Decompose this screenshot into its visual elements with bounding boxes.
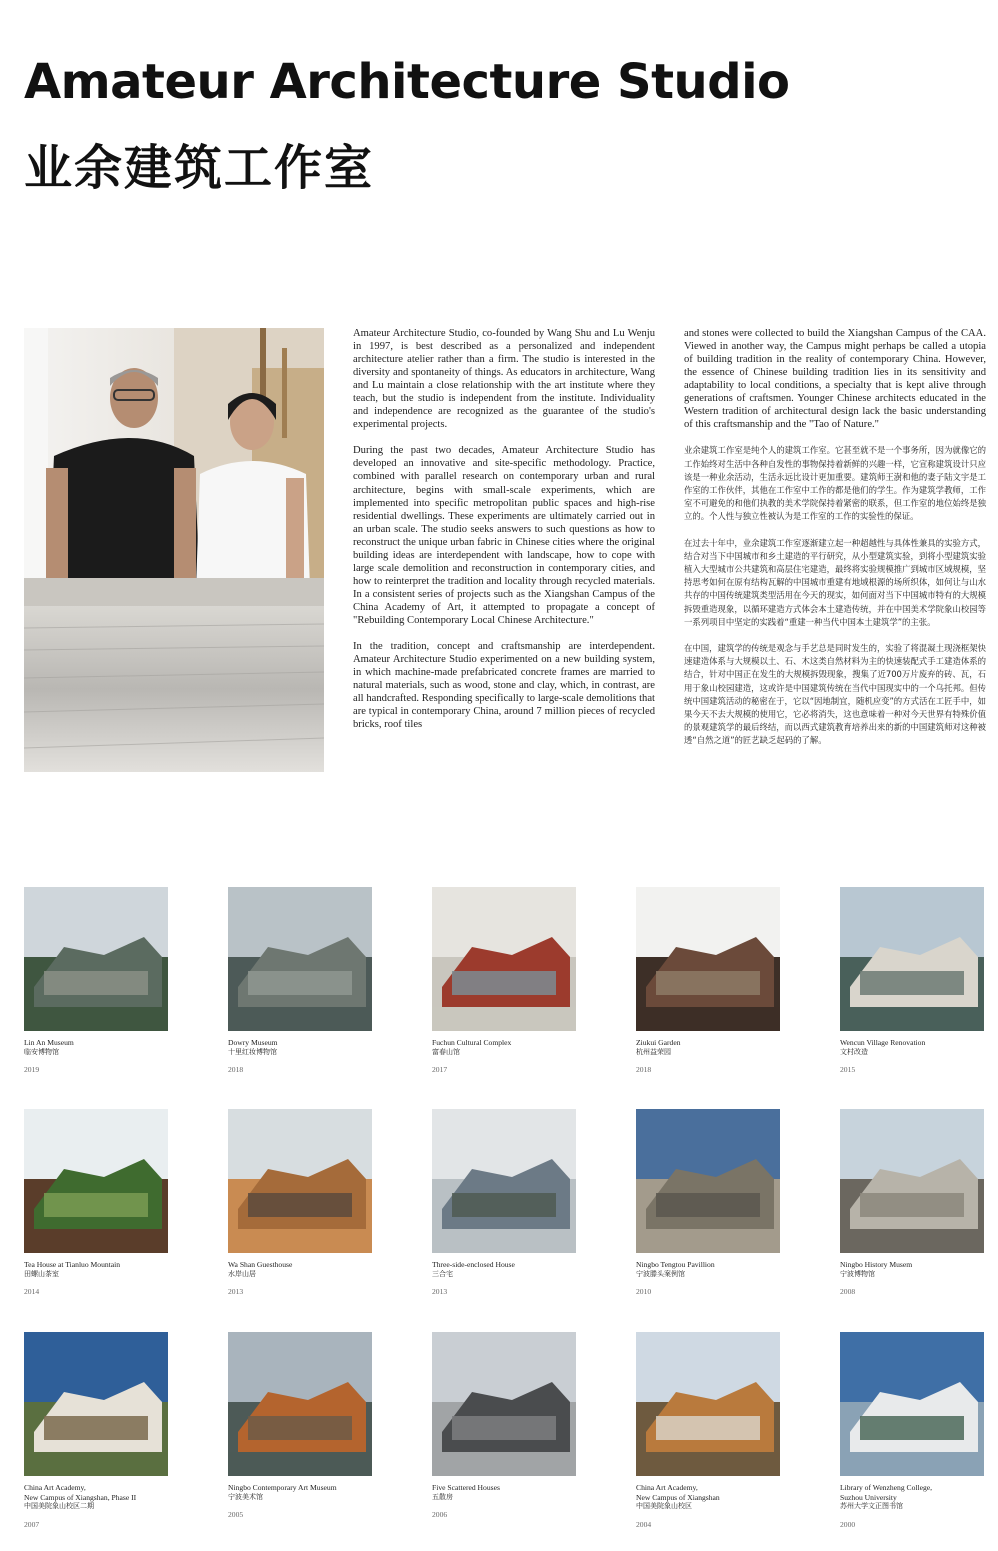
project-name-chinese: 苏州大学文正图书馆 <box>840 1502 903 1510</box>
portrait-photo <box>24 328 324 772</box>
project-year: 2015 <box>840 1065 856 1074</box>
project-name-chinese: 十里红妆博物馆 <box>228 1047 277 1056</box>
projects-grid <box>24 887 988 1537</box>
project-name-chinese: 水岸山居 <box>228 1269 256 1278</box>
project-card <box>432 1332 582 1519</box>
ningbo-art-museum-photo <box>228 1332 372 1476</box>
project-name-chinese: 中国美院象山校区二期 <box>24 1502 94 1510</box>
project-year: 2005 <box>228 1510 244 1519</box>
project-name-chinese: 宁波滕头案例馆 <box>636 1269 685 1278</box>
project-name-chinese: 中国美院象山校区 <box>636 1502 692 1510</box>
project-year: 2006 <box>432 1510 448 1519</box>
project-card <box>840 887 990 1074</box>
project-name-chinese: 五散房 <box>432 1492 453 1501</box>
project-name: China Art Academy, New Campus of Xiangshan <box>636 1483 720 1502</box>
project-name: Tea House at Tianluo Mountain <box>24 1260 121 1269</box>
project-card <box>432 887 582 1074</box>
intro-text-continued <box>684 327 986 761</box>
project-name: Lin An Museum <box>24 1038 74 1047</box>
project-year: 2014 <box>24 1287 40 1296</box>
project-name: Three-side-enclosed House <box>432 1260 515 1269</box>
project-name-chinese: 临安博物馆 <box>24 1047 59 1056</box>
project-year: 2004 <box>636 1519 652 1529</box>
project-year: 2013 <box>228 1287 244 1296</box>
intro-paragraph-chinese: 业余建筑工作室是纯个人的建筑工作室。它甚至就不是一个事务所，因为就像它的工作始终对生活中各种自发性的事物保持着新鲜的兴趣一样，它宣称建筑设计只应该是一种业余活动，生活永远比设计更加重要。建筑师王澍和他的妻子陆文宇是工作室的工作伙伴，其他在工作室中工作的都是他们的学生。作为建筑学教师，工作室不可避免的和他们执教的美术学院保持着紧密的联系，但工作室的地位始终是独立的。个人性与独立性被认为是工作室的工作的实验性的保证。 <box>684 445 986 522</box>
five-houses-photo <box>432 1332 576 1476</box>
project-card <box>636 1332 786 1529</box>
project-year: 2018 <box>228 1065 244 1074</box>
project-card <box>840 1109 990 1296</box>
project-year: 2019 <box>24 1065 40 1074</box>
project-name: Wencun Village Renovation <box>840 1038 926 1047</box>
project-name-chinese: 三合宅 <box>432 1269 453 1278</box>
project-card <box>228 1109 378 1296</box>
project-name: Fuchun Cultural Complex <box>432 1038 512 1047</box>
xiangshan-phase2-photo <box>24 1332 168 1476</box>
dowry-museum-photo <box>228 887 372 1031</box>
tengtou-pavilion-photo <box>636 1109 780 1253</box>
project-name: Dowry Museum <box>228 1038 278 1047</box>
project-year: 2018 <box>636 1065 652 1074</box>
ziukui-garden-photo <box>636 887 780 1031</box>
project-name: Wa Shan Guesthouse <box>228 1260 293 1269</box>
three-side-house-photo <box>432 1109 576 1253</box>
page-title-chinese: 业余建筑工作室 <box>24 140 375 196</box>
project-name: Five Scattered Houses <box>432 1483 500 1492</box>
project-year: 2010 <box>636 1287 652 1296</box>
intro-paragraph: and stones were collected to build the Xiangshan Campus of the CAA. Viewed in another way, the Campus might perhaps be called a utopia of building tradition in the reality of contemporary China. However, the essence of Chinese building tradition lies in its sensitivity and adaptability to local conditions, a specialty that is kept alive through generations of craftsmen. Younger Chinese architects educated in the Western tradition of architectural design lack the basic understanding of this craftsmanship and the "Tao of Nature." <box>684 328 986 431</box>
project-name-chinese: 宁波美术馆 <box>228 1492 263 1501</box>
project-year: 2013 <box>432 1287 448 1296</box>
project-name: Ningbo Contemporary Art Museum <box>228 1483 337 1492</box>
project-card <box>24 887 174 1074</box>
wa-shan-guesthouse-photo <box>228 1109 372 1253</box>
fuchun-complex-photo <box>432 887 576 1031</box>
project-year: 2000 <box>840 1519 856 1529</box>
project-card <box>432 1109 582 1296</box>
wencun-village-photo <box>840 887 984 1031</box>
project-name: Ziukui Garden <box>636 1038 681 1047</box>
project-name-chinese: 田螺山茶室 <box>24 1269 59 1278</box>
intro-paragraph: Amateur Architecture Studio, co-founded by Wang Shu and Lu Wenju in 1997, is best described as a personalized and independent architecture atelier rather than a firm. The studio is interested in the diversity and spontaneity of things. As educators in architecture, Wang and Lu maintain a close relationship with the art institute where they teach, but the studio is independent from the institute. Individuality and independence are recognized as the guarantee of the studio's experimental projects. <box>353 328 655 431</box>
project-year: 2008 <box>840 1287 856 1296</box>
project-card <box>840 1332 990 1529</box>
project-name-chinese: 富春山馆 <box>432 1047 460 1056</box>
project-name: Ningbo History Musem <box>840 1260 913 1269</box>
ningbo-history-museum-photo <box>840 1109 984 1253</box>
project-year: 2007 <box>24 1519 40 1529</box>
intro-paragraph: In the tradition, concept and craftsmanship are interdependent. Amateur Architecture Studio experimented on a new building system, in which machine-made prefabricated concrete frames are married to natural materials, such as wood, stone and clay, which, in contrast, are all handcrafted. Responding specifically to large-scale demolitions that are typical in contemporary China, around 7 million pieces of recycled bricks, roof tiles <box>353 641 655 731</box>
project-name-chinese: 文村改造 <box>840 1047 868 1056</box>
intro-paragraph: During the past two decades, Amateur Architecture Studio has developed an innovative and site-specific methodology. Practice, combined with parallel research on contemporary urban and rural architecture, begins with small-scale experiments, which are implemented into specific metropolitan public spaces and high-rise residential dwellings. These experiments are ultimately carried out in an urban scale. The studio seeks answers to such questions as how to reconstruct the unique urban fabric in Chinese cities where the original building ideas are interdependent with landscape, how to cope with large scale demolition and reconstruction in contemporary cities, and how to reinterpret the tradition and locality through recycled materials. In a consistent series of projects such as the Xiangshan Campus of the China Academy of Art, it attempted to propagate a concept of "Rebuilding Contemporary Local Chinese Architecture." <box>353 445 655 626</box>
project-card <box>24 1332 174 1529</box>
project-name: Library of Wenzheng College, Suzhou University <box>840 1483 933 1502</box>
project-name-chinese: 杭州益荣园 <box>636 1047 671 1056</box>
intro-paragraph-chinese: 在中国，建筑学的传统是观念与手艺总是同时发生的，实验了将混凝土现浇框架快速建造体系与大规模以土、石、木这类自然材料为主的快速装配式手工建造体系的结合，针对中国正在发生的大规模拆毁现象，搜集了近700万片废弃的砖、瓦，石用于象山校园建造，这或许是中国建筑传统在当代中国现实中的一个乌托邦。但传统中国建筑活动的秘密在于，它以“因地制宜，随机应变”的方式活在工匠手中，如果今天不去大规模的使用它，它必将消失，这也意味着一种对今天世界有特殊价值的景观建筑学的最后终结，而以西式建筑教育培养出来的新的中国建筑师对这种被透“自然之道”的匠艺缺乏起码的了解。 <box>684 643 986 746</box>
project-card <box>228 1332 378 1519</box>
project-card <box>636 1109 786 1296</box>
project-name: China Art Academy, New Campus of Xiangshan, Phase II <box>24 1483 137 1502</box>
lin-an-museum-photo <box>24 887 168 1031</box>
tea-house-photo <box>24 1109 168 1253</box>
wenzheng-library-photo <box>840 1332 984 1476</box>
project-name-chinese: 宁波博物馆 <box>840 1269 875 1278</box>
project-year: 2017 <box>432 1065 448 1074</box>
project-name: Ningbo Tengtou Pavillion <box>636 1260 715 1269</box>
project-card <box>636 887 786 1074</box>
intro-text-english <box>353 327 655 744</box>
project-card <box>228 887 378 1074</box>
xiangshan-campus-photo <box>636 1332 780 1476</box>
intro-paragraph-chinese: 在过去十年中，业余建筑工作室逐渐建立起一种超越性与具体性兼具的实验方式，结合对当下中国城市和乡土建造的平行研究，从小型建筑实验，到将小型建筑实验植入大型城市公共建筑和高层住宅建造，最终将实验规模推广到城市区域规模，坚持思考如何在原有结构瓦解的中国城市重建有地域根源的场所织体，如何让与山水共存的中国传统建筑类型活用在今天的现实，如何面对当下中国城市特有的大规模拆毁重造现象，以循环建造方式体会本土建造传统，并在中国美术学院象山校园等一系列项目中坚定的实践着“重建一种当代中国本土建筑学”的主张。 <box>684 537 986 627</box>
page-title: Amateur Architecture Studio <box>24 54 790 110</box>
project-card <box>24 1109 174 1296</box>
